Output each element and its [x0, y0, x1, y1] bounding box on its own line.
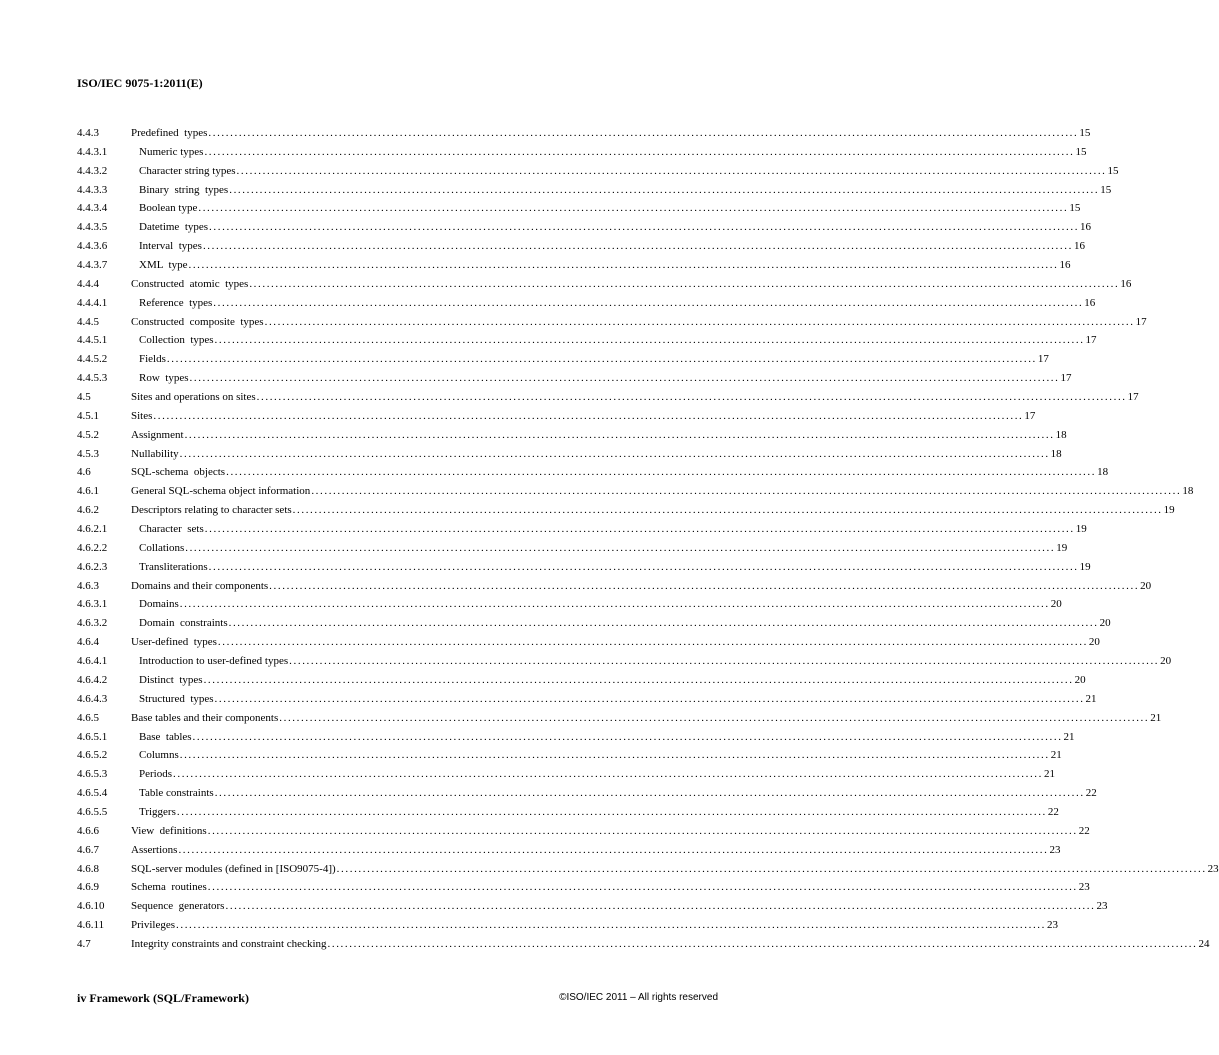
toc-leader-dots: ........................................................................................................................................................................................................: [214, 692, 1085, 705]
toc-leader-dots: ........................................................................................................................................................................................................: [179, 447, 1050, 460]
toc-entry-title: Interval types: [139, 240, 202, 253]
toc-leader-dots: ........................................................................................................................................................................................................: [336, 862, 1207, 875]
toc-entry-page: 21: [1063, 730, 1075, 743]
toc-leader-dots: ........................................................................................................................................................................................................: [208, 127, 1079, 139]
toc-entry[interactable]: [77, 407, 1036, 426]
toc-entry-page: 17: [1135, 315, 1147, 328]
toc-leader-dots: ........................................................................................................................................................................................................: [264, 315, 1135, 328]
toc-entry-title: SQL-server modules (defined in [ISO9075-4]): [131, 862, 336, 875]
toc-entry[interactable]: [77, 633, 1100, 652]
toc-entry-page: 19: [1079, 560, 1091, 573]
toc-entry-title: Datetime types: [139, 221, 209, 234]
toc-entry-number: 4.6.2.2: [77, 541, 108, 554]
toc-entry-number: 4.6.4.2: [77, 673, 108, 686]
toc-leader-dots: ........................................................................................................................................................................................................: [226, 466, 1097, 479]
toc-entry[interactable]: [77, 520, 1087, 539]
toc-entry-title: Structured types: [139, 692, 214, 705]
toc-entry-title: Schema routines: [131, 881, 207, 894]
toc-leader-dots: ........................................................................................................................................................................................................: [185, 541, 1056, 554]
toc-entry[interactable]: [77, 577, 1152, 596]
toc-entry-number: 4.6.5: [77, 711, 99, 724]
toc-entry-page: 23: [1207, 862, 1219, 875]
toc-entry-number: 4.6.4.3: [77, 692, 108, 705]
toc-leader-dots: ........................................................................................................................................................................................................: [214, 334, 1085, 347]
toc-entry-title: Sites and operations on sites: [131, 391, 256, 404]
toc-entry-title: Sites: [131, 409, 153, 422]
toc-entry-page: 20: [1160, 655, 1172, 668]
toc-leader-dots: ........................................................................................................................................................................................................: [217, 636, 1088, 649]
toc-leader-dots: ........................................................................................................................................................................................................: [229, 183, 1100, 196]
toc-entry[interactable]: [77, 709, 1162, 728]
toc-entry-title: XML type: [139, 259, 188, 272]
toc-entry-title: Periods: [139, 768, 172, 781]
toc-entry-title: Collations: [139, 541, 185, 554]
toc-entry[interactable]: [77, 501, 1175, 520]
toc-entry-page: 17: [1060, 372, 1072, 385]
toc-leader-dots: ........................................................................................................................................................................................................: [311, 485, 1182, 498]
toc-entry-page: 22: [1078, 824, 1090, 837]
toc-entry-page: 18: [1055, 428, 1067, 441]
toc-entry-page: 21: [1050, 749, 1062, 762]
toc-entry-page: 17: [1024, 409, 1036, 422]
toc-entry-page: 19: [1075, 523, 1087, 536]
toc-entry[interactable]: [77, 784, 1097, 803]
toc-entry-page: 17: [1085, 334, 1097, 347]
toc-entry-number: 4.4.3: [77, 127, 99, 139]
toc-entry-number: 4.6.3: [77, 579, 99, 592]
footer-copyright: ©ISO/IEC 2011 – All rights reserved: [559, 992, 718, 1003]
toc-entry-page: 15: [1069, 202, 1081, 215]
toc-entry-page: 16: [1120, 277, 1132, 290]
toc-entry-page: 21: [1044, 768, 1055, 781]
toc-entry-page: 21: [1085, 692, 1097, 705]
toc-leader-dots: ........................................................................................................................................................................................................: [207, 824, 1078, 837]
toc-leader-dots: ........................................................................................................................................................................................................: [176, 919, 1046, 932]
toc-leader-dots: ........................................................................................................................................................................................................: [203, 673, 1074, 686]
toc-leader-dots: ........................................................................................................................................................................................................: [225, 900, 1096, 913]
toc-entry-title: Columns: [139, 749, 179, 762]
toc-entry-page: 17: [1127, 391, 1139, 404]
toc-entry-page: 18: [1182, 485, 1194, 498]
toc-entry-number: 4.4.3.4: [77, 202, 108, 215]
toc-entry-page: 21: [1150, 711, 1162, 724]
toc-entry-number: 4.4.3.7: [77, 259, 108, 272]
toc-entry[interactable]: [77, 482, 1194, 501]
toc-entry-number: 4.4.5.1: [77, 334, 108, 347]
toc-entry-title: Sequence generators: [131, 900, 225, 913]
toc-entry-title: Constructed composite types: [131, 315, 264, 328]
toc-entry-title: Constructed atomic types: [131, 277, 249, 290]
toc-entry-title: Nullability: [131, 447, 179, 460]
toc-leader-dots: ........................................................................................................................................................................................................: [236, 164, 1107, 177]
toc-entry-page: 20: [1140, 579, 1152, 592]
toc-entry[interactable]: [77, 897, 1108, 916]
toc-leader-dots: ........................................................................................................................................................................................................: [208, 560, 1079, 573]
toc-entry-title: Fields: [139, 353, 166, 366]
toc-entry-title: Integrity constraints and constraint checking: [131, 937, 327, 950]
toc-leader-dots: ........................................................................................................................................................................................................: [188, 259, 1059, 272]
toc-entry-page: 20: [1050, 598, 1062, 611]
toc-entry-page: 22: [1085, 787, 1097, 800]
toc-entry-page: 20: [1099, 617, 1111, 630]
toc-leader-dots: ........................................................................................................................................................................................................: [173, 768, 1043, 781]
document-id-header: ISO/IEC 9075-1:2011(E): [77, 76, 203, 90]
toc-entry-title: Transliterations: [139, 560, 208, 573]
toc-entry-title: Distinct types: [139, 673, 203, 686]
toc-entry-number: 4.4.5.2: [77, 353, 108, 366]
toc-entry[interactable]: [77, 369, 1072, 388]
toc-entry-number: 4.4.4.1: [77, 296, 108, 309]
toc-entry[interactable]: [77, 426, 1067, 445]
toc-entry-number: 4.6.4: [77, 636, 99, 649]
toc-leader-dots: ........................................................................................................................................................................................................: [249, 277, 1120, 290]
toc-leader-dots: ........................................................................................................................................................................................................: [189, 372, 1060, 385]
toc-leader-dots: ........................................................................................................................................................................................................: [279, 711, 1150, 724]
toc-entry[interactable]: [77, 728, 1075, 747]
toc-entry-title: Row types: [139, 372, 189, 385]
toc-entry-number: 4.5.2: [77, 428, 99, 441]
toc-entry-title: Binary string types: [139, 183, 229, 196]
toc-entry-number: 4.4.3.6: [77, 240, 108, 253]
toc-entry-number: 4.6.2: [77, 504, 99, 517]
toc-entry-page: 16: [1080, 221, 1092, 234]
toc-entry[interactable]: [77, 841, 1061, 860]
toc-entry-page: 15: [1107, 164, 1119, 177]
toc-entry[interactable]: [77, 256, 1071, 275]
toc-leader-dots: ........................................................................................................................................................................................................: [228, 617, 1099, 630]
toc-entry-number: 4.4.4: [77, 277, 99, 290]
toc-entry-page: 17: [1037, 353, 1049, 366]
toc-entry[interactable]: [77, 181, 1112, 200]
toc-leader-dots: ........................................................................................................................................................................................................: [289, 655, 1160, 668]
toc-entry-title: Predefined types: [131, 127, 208, 139]
toc-entry-page: 16: [1059, 259, 1071, 272]
toc-leader-dots: ........................................................................................................................................................................................................: [292, 504, 1163, 517]
toc-entry-page: 23: [1096, 900, 1108, 913]
toc-entry-title: View definitions: [131, 824, 207, 837]
toc-entry-number: 4.6.4.1: [77, 655, 108, 668]
toc-entry-number: 4.6.5.4: [77, 787, 108, 800]
toc-leader-dots: ........................................................................................................................................................................................................: [204, 523, 1075, 536]
toc-entry-number: 4.4.3.3: [77, 183, 108, 196]
toc-entry[interactable]: [77, 916, 1058, 935]
toc-entry[interactable]: [77, 878, 1090, 897]
toc-entry-title: Triggers: [139, 805, 176, 818]
toc-entry-page: 16: [1084, 296, 1096, 309]
toc-entry-number: 4.6.8: [77, 862, 99, 875]
toc-leader-dots: ........................................................................................................................................................................................................: [179, 598, 1050, 611]
toc-leader-dots: ........................................................................................................................................................................................................: [207, 881, 1078, 894]
toc-leader-dots: ........................................................................................................................................................................................................: [202, 240, 1073, 253]
toc-leader-dots: ........................................................................................................................................................................................................: [214, 787, 1085, 800]
toc-entry[interactable]: [77, 331, 1097, 350]
toc-entry-page: 23: [1078, 881, 1090, 894]
toc-leader-dots: ........................................................................................................................................................................................................: [269, 579, 1140, 592]
toc-entry-number: 4.6.9: [77, 881, 99, 894]
toc-entry[interactable]: [77, 671, 1086, 690]
toc-entry-title: Boolean type: [139, 202, 198, 215]
toc-entry-title: Descriptors relating to character sets: [131, 504, 292, 517]
toc-entry-number: 4.6.5.3: [77, 768, 108, 781]
toc-entry-number: 4.5.3: [77, 447, 99, 460]
toc-entry-number: 4.4.3.2: [77, 164, 108, 177]
toc-entry-page: 19: [1163, 504, 1175, 517]
toc-entry[interactable]: [77, 237, 1085, 256]
toc-leader-dots: ........................................................................................................................................................................................................: [198, 202, 1069, 215]
toc-entry-page: 22: [1047, 805, 1059, 818]
toc-entry-number: 4.4.3.1: [77, 145, 108, 158]
toc-entry-number: 4.7: [77, 937, 91, 950]
toc-entry[interactable]: [77, 294, 1096, 313]
toc-entry-number: 4.6.2.1: [77, 523, 108, 536]
toc-entry-title: Numeric types: [139, 145, 204, 158]
toc-entry[interactable]: [77, 388, 1139, 407]
toc-entry[interactable]: [77, 652, 1172, 671]
toc-entry-title: User-defined types: [131, 636, 217, 649]
toc-entry-number: 4.6.5.2: [77, 749, 108, 762]
toc-entry[interactable]: [77, 350, 1049, 369]
toc-entry[interactable]: [77, 218, 1092, 237]
toc-entry-number: 4.5.1: [77, 409, 99, 422]
toc-entry-title: Assignment: [131, 428, 184, 441]
toc-entry-number: 4.6.7: [77, 843, 99, 856]
toc-entry-title: Table constraints: [139, 787, 214, 800]
toc-leader-dots: ........................................................................................................................................................................................................: [256, 391, 1127, 404]
toc-entry-number: 4.6.2.3: [77, 560, 108, 573]
toc-entry[interactable]: [77, 595, 1062, 614]
toc-entry-title: Base tables: [139, 730, 192, 743]
toc-entry-title: Introduction to user-defined types: [139, 655, 289, 668]
toc-entry[interactable]: [77, 162, 1119, 181]
toc-entry-page: 15: [1100, 183, 1112, 196]
toc-entry-title: Character sets: [139, 523, 204, 536]
toc-entry[interactable]: [77, 275, 1132, 294]
toc-entry-title: Domain constraints: [139, 617, 228, 630]
toc-entry-number: 4.6: [77, 466, 91, 479]
toc-entry-page: 20: [1074, 673, 1086, 686]
toc-entry-number: 4.5: [77, 391, 91, 404]
toc-entry-page: 18: [1097, 466, 1109, 479]
toc-entry-number: 4.6.11: [77, 919, 105, 932]
toc-entry[interactable]: [77, 558, 1091, 577]
toc-leader-dots: ........................................................................................................................................................................................................: [179, 749, 1050, 762]
toc-entry[interactable]: [77, 803, 1059, 822]
toc-entry-page: 15: [1079, 127, 1091, 139]
toc-leader-dots: ........................................................................................................................................................................................................: [184, 428, 1055, 441]
toc-entry-title: Character string types: [139, 164, 236, 177]
toc-entry-number: 4.4.5: [77, 315, 99, 328]
toc-entry-title: Collection types: [139, 334, 214, 347]
toc-entry-page: 15: [1075, 145, 1087, 158]
toc-entry-number: 4.6.5.5: [77, 805, 108, 818]
toc-entry-title: Assertions: [131, 843, 178, 856]
toc-entry[interactable]: [77, 860, 1219, 879]
table-of-contents: [77, 124, 1219, 954]
toc-leader-dots: ........................................................................................................................................................................................................: [209, 221, 1080, 234]
toc-leader-dots: ........................................................................................................................................................................................................: [204, 145, 1075, 158]
toc-entry-page: 19: [1056, 541, 1068, 554]
toc-entry-number: 4.6.5.1: [77, 730, 108, 743]
footer-page-label: iv Framework (SQL/Framework): [77, 991, 249, 1005]
toc-entry[interactable]: [77, 765, 1055, 784]
toc-entry[interactable]: [77, 935, 1210, 954]
toc-entry-number: 4.6.3.1: [77, 598, 108, 611]
toc-entry-number: 4.4.5.3: [77, 372, 108, 385]
toc-entry[interactable]: [77, 199, 1081, 218]
toc-entry-page: 20: [1088, 636, 1100, 649]
toc-entry-title: Domains and their components: [131, 579, 269, 592]
toc-entry[interactable]: [77, 822, 1090, 841]
toc-entry[interactable]: [77, 746, 1062, 765]
toc-entry[interactable]: [77, 143, 1087, 162]
toc-entry-number: 4.4.3.5: [77, 221, 108, 234]
toc-entry-page: 16: [1073, 240, 1085, 253]
toc-entry-page: 23: [1047, 919, 1058, 932]
toc-entry[interactable]: [77, 313, 1147, 332]
toc-entry-number: 4.6.1: [77, 485, 99, 498]
toc-entry-page: 24: [1198, 937, 1210, 950]
toc-entry-number: 4.6.3.2: [77, 617, 108, 630]
toc-entry-title: SQL-schema objects: [131, 466, 226, 479]
toc-entry-title: Domains: [139, 598, 179, 611]
toc-leader-dots: ........................................................................................................................................................................................................: [327, 937, 1198, 950]
toc-entry-page: 23: [1049, 843, 1061, 856]
toc-entry[interactable]: [77, 614, 1111, 633]
toc-entry-title: Privileges: [131, 919, 175, 932]
toc-leader-dots: ........................................................................................................................................................................................................: [192, 730, 1063, 743]
toc-entry[interactable]: [77, 124, 1091, 143]
toc-leader-dots: ........................................................................................................................................................................................................: [176, 805, 1047, 818]
toc-entry-title: General SQL-schema object information: [131, 485, 311, 498]
toc-entry[interactable]: [77, 539, 1068, 558]
toc-entry[interactable]: [77, 690, 1097, 709]
toc-entry-number: 4.6.6: [77, 824, 99, 837]
toc-leader-dots: ........................................................................................................................................................................................................: [213, 296, 1084, 309]
toc-entry-title: Reference types: [139, 296, 213, 309]
toc-entry[interactable]: [77, 445, 1062, 464]
toc-leader-dots: ........................................................................................................................................................................................................: [166, 353, 1037, 366]
toc-entry-number: 4.6.10: [77, 900, 105, 913]
toc-entry-page: 18: [1050, 447, 1062, 460]
toc-leader-dots: ........................................................................................................................................................................................................: [153, 409, 1024, 422]
toc-leader-dots: ........................................................................................................................................................................................................: [178, 843, 1049, 856]
toc-entry[interactable]: [77, 463, 1109, 482]
toc-entry-title: Base tables and their components: [131, 711, 279, 724]
